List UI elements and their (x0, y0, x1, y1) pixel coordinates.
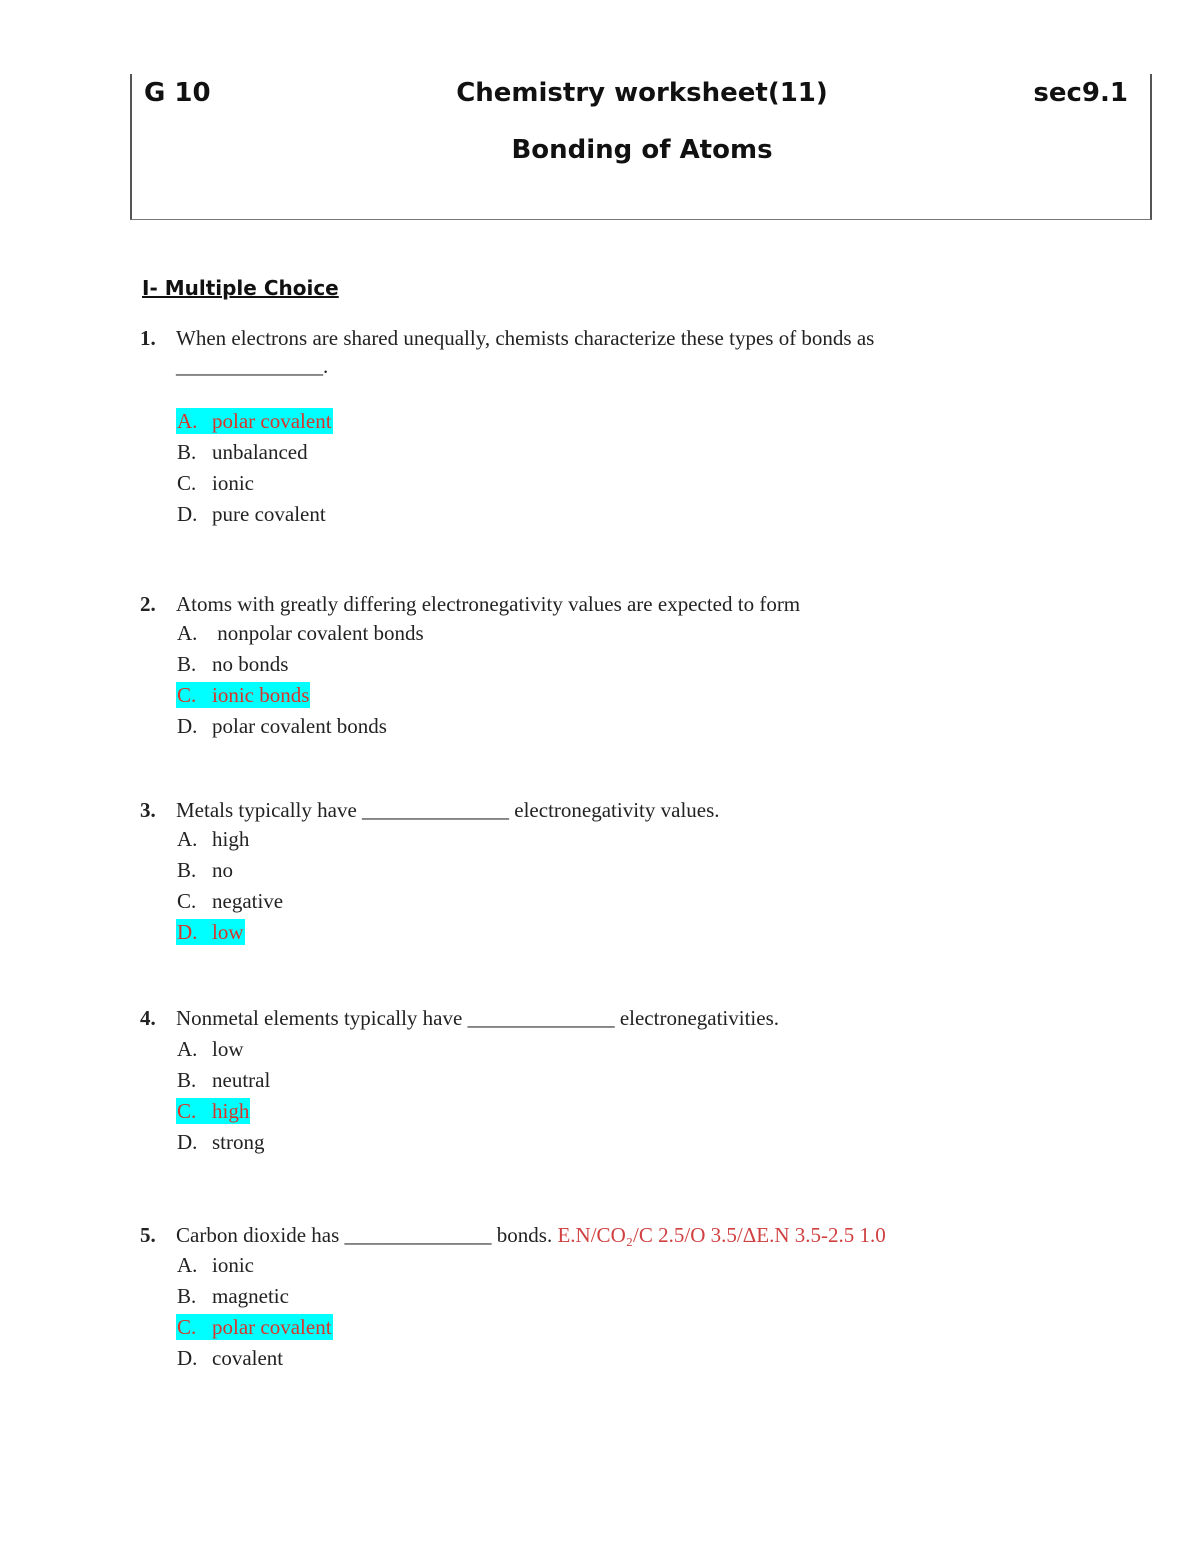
options-list (140, 618, 800, 742)
option-c[interactable] (140, 468, 874, 499)
option-letter: A. (177, 409, 198, 433)
question-number: 5. (140, 1223, 156, 1247)
option-text: ionic (212, 471, 254, 495)
question-number: 4. (140, 1006, 156, 1030)
option-d-correct[interactable] (140, 917, 720, 948)
option-text: high (212, 1099, 250, 1123)
option-letter: A. (177, 1253, 198, 1277)
option-b[interactable] (140, 649, 800, 680)
option-letter: A. (177, 827, 198, 851)
options-list (140, 1034, 779, 1158)
question-2 (140, 591, 800, 742)
option-letter: C. (177, 471, 197, 495)
option-b[interactable] (140, 855, 720, 886)
option-a[interactable] (140, 1250, 886, 1281)
option-text: negative (212, 889, 284, 913)
option-text: polar covalent (212, 1315, 332, 1339)
option-letter: D. (177, 920, 198, 944)
option-letter: A. (177, 621, 198, 645)
question-text: Metals typically have ______________ electronegativity values. (176, 798, 720, 822)
option-d[interactable] (140, 1343, 886, 1374)
options-list (140, 1250, 886, 1374)
question-1 (140, 323, 874, 530)
option-d[interactable] (140, 499, 874, 530)
option-text: low (212, 920, 244, 944)
question-5 (140, 1221, 886, 1374)
question-4 (140, 1003, 779, 1158)
option-text: low (212, 1037, 244, 1061)
option-text: high (212, 827, 250, 851)
option-letter: A. (177, 1037, 198, 1061)
option-letter: B. (177, 1284, 197, 1308)
option-letter: C. (177, 1315, 197, 1339)
option-letter: B. (177, 1068, 197, 1092)
worksheet-title: Chemistry worksheet(11) (456, 78, 828, 108)
option-text: magnetic (212, 1284, 289, 1308)
option-text: pure covalent (212, 502, 326, 526)
worksheet-subtitle: Bonding of Atoms (511, 135, 773, 165)
option-c-correct[interactable] (140, 680, 800, 711)
option-letter: C. (177, 889, 197, 913)
question-text: When electrons are shared unequally, chemists characterize these types of bonds as (176, 326, 875, 350)
option-b[interactable] (140, 1065, 779, 1096)
question-stem (140, 1003, 779, 1034)
option-c[interactable] (140, 886, 720, 917)
option-b[interactable] (140, 1281, 886, 1312)
option-text: unbalanced (212, 440, 308, 464)
question-stem (140, 797, 720, 824)
option-c-correct[interactable] (140, 1096, 779, 1127)
option-text: neutral (212, 1068, 271, 1092)
question-text: Carbon dioxide has ______________ bonds. (176, 1223, 553, 1247)
worksheet-header (130, 74, 1152, 220)
section-title: I- Multiple Choice (142, 276, 339, 300)
option-letter: C. (177, 1099, 197, 1123)
section-reference: sec9.1 (1033, 78, 1128, 108)
question-continuation: ______________. (176, 354, 329, 378)
option-d[interactable] (140, 1127, 779, 1158)
options-list (140, 406, 874, 530)
option-letter: C. (177, 683, 197, 707)
option-text: polar covalent bonds (212, 714, 387, 738)
option-text: nonpolar covalent bonds (212, 621, 424, 645)
question-stem (140, 1221, 886, 1250)
option-a[interactable] (140, 1034, 779, 1065)
option-letter: D. (177, 1346, 198, 1370)
question-stem (140, 591, 800, 618)
option-text: covalent (212, 1346, 284, 1370)
option-letter: B. (177, 652, 197, 676)
option-c-correct[interactable] (140, 1312, 886, 1343)
option-b[interactable] (140, 437, 874, 468)
option-text: no bonds (212, 652, 289, 676)
option-text: strong (212, 1130, 265, 1154)
option-letter: D. (177, 502, 198, 526)
option-a[interactable] (140, 824, 720, 855)
option-text: ionic bonds (212, 683, 310, 707)
option-letter: B. (177, 858, 197, 882)
option-a[interactable] (140, 618, 800, 649)
options-list (140, 824, 720, 948)
option-text: polar covalent (212, 409, 332, 433)
question-number: 2. (140, 592, 156, 616)
question-number: 3. (140, 798, 156, 822)
grade-label: G 10 (144, 78, 211, 108)
question-text: Atoms with greatly differing electronegativity values are expected to form (176, 592, 801, 616)
option-letter: D. (177, 1130, 198, 1154)
question-text: Nonmetal elements typically have ______________ electronegativities. (176, 1006, 780, 1030)
option-text: no (212, 858, 233, 882)
question-stem (140, 323, 874, 354)
option-text: ionic (212, 1253, 254, 1277)
answer-note: E.N/CO₂/C 2.5/O 3.5/ΔE.N 3.5-2.5 1.0 (557, 1223, 886, 1247)
option-a-correct[interactable] (140, 406, 874, 437)
question-3 (140, 797, 720, 948)
option-letter: B. (177, 440, 197, 464)
option-d[interactable] (140, 711, 800, 742)
question-number: 1. (140, 326, 156, 350)
option-letter: D. (177, 714, 198, 738)
